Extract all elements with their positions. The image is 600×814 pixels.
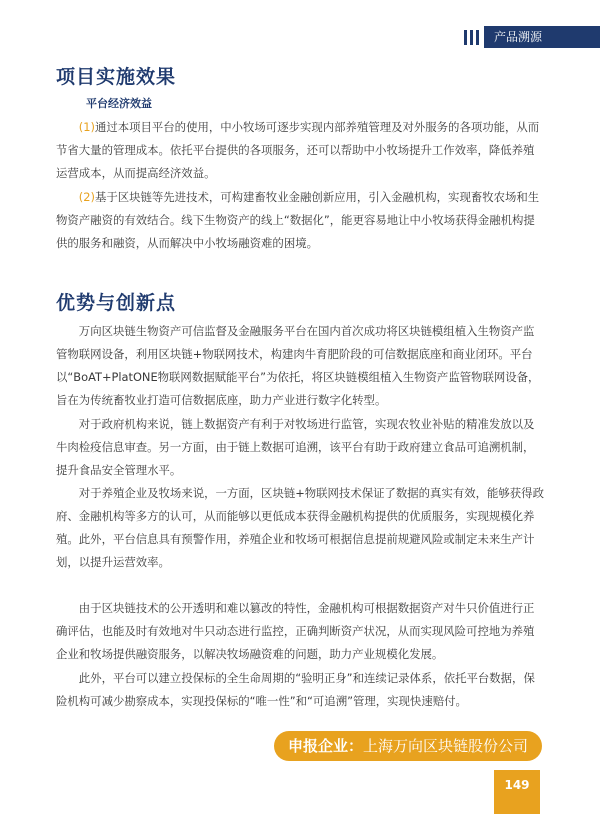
company-name: 上海万向区块链股份公司	[363, 737, 529, 755]
paragraph: 此外，平台可以建立投保标的全生命周期的“验明正身”和连续记录体系，依托平台数据，保险机构可减少勘察成本，实现投保标的“唯一性”和“可追溯”管理，实现快速赔付。	[56, 671, 535, 708]
decor-bar	[470, 30, 473, 45]
paragraph: 由于区块链技术的公开透明和难以篡改的特性，金融机构可根据数据资产对牛只价值进行正确评估，也能及时有效地对牛只动态进行监控，正确判断资产状况，从而实现风险可控地为养殖企业和牧场提供融资服务，以解决牧场融资难的问题，助力产业规模化发展。	[56, 601, 535, 661]
decor-bar	[464, 30, 467, 45]
company-label: 申报企业：	[287, 737, 363, 755]
paragraph-item-2	[56, 186, 544, 255]
section-title-advantages: 优势与创新点	[56, 292, 177, 314]
paragraph: 对于养殖企业及牧场来说，一方面，区块链+物联网技术保证了数据的真实有效，能够获得政府、金融机构等多方的认可，从而能够以更低成本获得金融机构提供的优质服务，实现规模化养殖。此外，平台信息具有预警作用，养殖企业和牧场可根据信息提前规避风险或制定未来生产计划，以提升运营效率。	[56, 486, 544, 569]
header-decoration-bars	[464, 30, 479, 45]
item-text: 基于区块链等先进技术，可构建畜牧业金融创新应用，引入金融机构，实现畜牧农场和生物资产融资的有效结合。线下生物资产的线上“数据化”，能更容易地让中小牧场获得金融机构提供的服务和融资，从而解决中小牧场融资难的困境。	[56, 190, 540, 250]
page-number: 149	[494, 770, 540, 814]
decor-bar	[476, 30, 479, 45]
item-number: (1)	[78, 120, 95, 134]
paragraph-item-1	[56, 116, 544, 185]
subheading-economic-benefit: 平台经济效益	[86, 97, 152, 110]
item-number: (2)	[78, 190, 95, 204]
section-title-implementation: 项目实施效果	[56, 66, 177, 88]
item-text: 通过本项目平台的使用，中小牧场可逐步实现内部养殖管理及对外服务的各项功能，从而节省大量的管理成本。依托平台提供的各项服务，还可以帮助中小牧场提升工作效率，降低养殖运营成本，从而提高经济效益。	[56, 120, 540, 180]
header-category-tab: 产品溯源	[484, 26, 600, 48]
paragraph: 万向区块链生物资产可信监督及金融服务平台在国内首次成功将区块链模组植入生物资产监管物联网设备，利用区块链+物联网技术，构建肉牛育肥阶段的可信数据底座和商业闭环。平台以“BoAT+PlatONE物联网数据赋能平台”为依托，将区块链模组植入生物资产监管物联网设备，旨在为传统畜牧业打造可信数据底座，助力产业进行数字化转型。	[56, 324, 540, 407]
company-banner	[274, 731, 542, 761]
paragraph: 对于政府机构来说，链上数据资产有利于对牧场进行监管，实现农牧业补贴的精准发放以及牛肉检疫信息审查。另一方面，由于链上数据可追溯，该平台有助于政府建立食品可追溯机制，提升食品安全管理水平。	[56, 417, 535, 477]
